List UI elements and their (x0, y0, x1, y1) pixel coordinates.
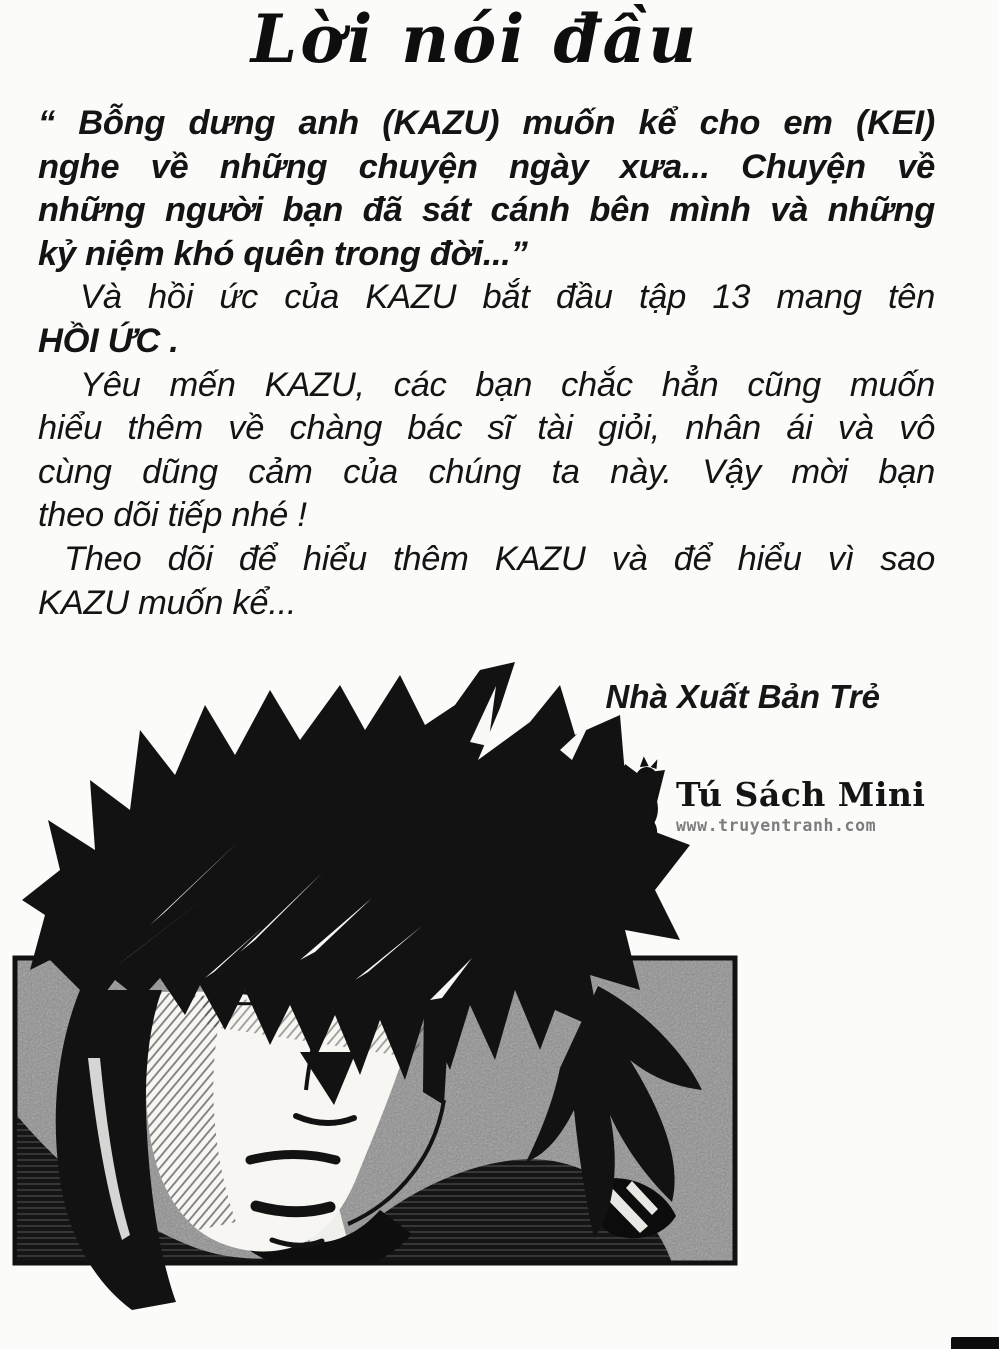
page-corner-mark (951, 1337, 999, 1349)
publisher-name: Nhà Xuất Bản Trẻ (605, 678, 880, 715)
logo-website-text: www.truyentranh.com (676, 816, 877, 835)
paragraph-line: nghe về những chuyện ngày xưa... Chuyện về (38, 147, 935, 186)
preface-body (38, 102, 935, 625)
paragraph-line: hiểu thêm về chàng bác sĩ tài giỏi, nhân ái và vô (38, 409, 935, 448)
paragraph-line: theo dõi tiếp nhé ! (38, 496, 307, 535)
paragraph-line: kỷ niệm khó quên trong đời...” (38, 234, 528, 273)
paragraph-line: Theo dõi để hiểu thêm KAZU và để hiểu vì sao (64, 539, 935, 578)
paragraph-line: “ Bỗng dưng anh (KAZU) muốn kể cho em (KEI) (38, 104, 935, 142)
paragraph-line: những người bạn đã sát cánh bên mình và những (38, 191, 935, 230)
paragraph-line: HỒI ỨC . (38, 321, 179, 360)
paragraph-line: Yêu mến KAZU, các bạn chắc hẳn cũng muốn (80, 365, 935, 404)
logo-brand-text: Tú Sách Mini (676, 775, 926, 814)
page-title: Lời nói đầu (250, 0, 700, 78)
paragraph-line: cùng dũng cảm của chúng ta này. Vậy mời bạn (38, 452, 935, 491)
paragraph-line: Và hồi ức của KAZU bắt đầu tập 13 mang tên (80, 278, 935, 317)
manga-portrait-illustration (0, 660, 760, 1349)
paragraph-line: KAZU muốn kể... (38, 583, 297, 622)
